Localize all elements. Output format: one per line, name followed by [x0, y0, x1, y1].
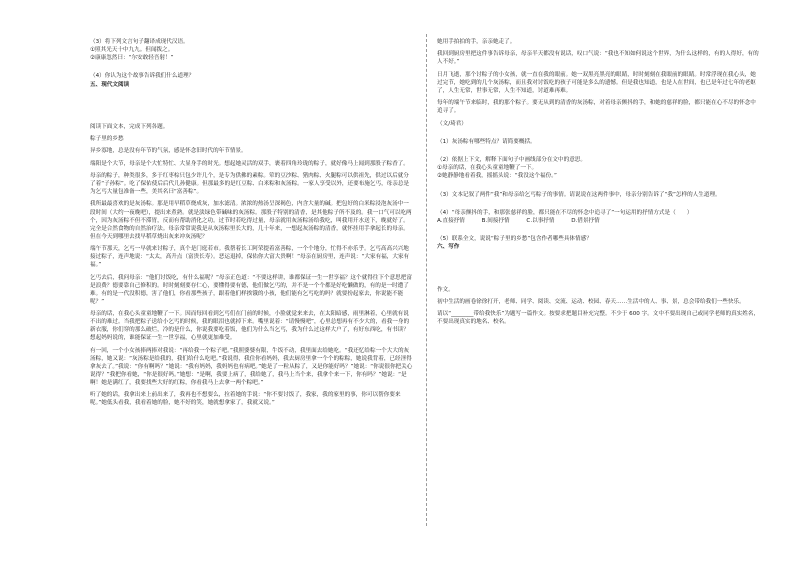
article-title: 粽子里的乡愁: [90, 136, 124, 143]
question-3-item-2: ②康康忽然曰：“尔安敢轻吾射！”: [90, 55, 174, 62]
article-paragraph-7: 母亲的话，在我心头童童地鞭了一下。因而每回看到乞丐们在门前的时候，小脸就觉来来去，在太阳暗感，雨里淋着，心里就有说不出的难过。当我把粽子送给小乞丐的时候，我的眼泪也就掉下来。嘴里说着：“请慢慢吧”，心里总想再有不少大的，看我一身的新衣服，你们穿的那么破烂，冷的是什么，你说我要吃着饭，他们为什么当乞丐，我为什么过这样大户了，有好东西吃，有书读？想起妈妈说的，谁能保证一生一世享福，心里就更加难受。: [90, 311, 410, 342]
spacer: [90, 93, 414, 123]
reading-question-4-options: A.直接抒情 B.间接抒情 C.以事抒情 D.借景抒情: [437, 217, 600, 224]
spacer: [437, 256, 761, 286]
question-3-item-1: ①照其光天十中九九。但闻拨之。: [90, 47, 174, 54]
section-5-heading: 五、现代文阅读: [90, 81, 130, 88]
reading-instruction: 阅读下面文本，完成下列各题。: [90, 123, 169, 130]
article-paragraph-1: 异乡寡地，总是没有年节的气氛，感是怀念旧时代的年节情景。: [90, 148, 247, 155]
article-paragraph-11: 我回到厨房里把这件事告诉母亲，母亲半天都没有说话，叹口气说：“我也不知如何说这个世界，为什么这样的，有的人得好，有的人不好。”: [437, 51, 759, 66]
article-paragraph-8: 有一回，一个小女孩捧两捧对我说：“再给我一个粽子吧。”我照婆婆有限，牛饭不动，我里面去给她吃。“我还忆给粽一个大大的灰汤粽，她又说：“灰汤粽是给我的，我们给什么吃吧。”我说得，我住你看妈妈，我去厨房里拿一个个的粽粽，她说我背着，已经淫得拿灰去了。”我说：“你有啊吗？”她说：“我有妈妈，我妈妈也有病吧。”她是了一粒从粽了，又是你能好吗？”她说：“你说很你把关心说得？”我把你看她，“你是很好吗。”她想：“是啊，我要上病了，我给她了，我马上当个来，我拿个来一下，你有吗？”她说：“是啊！她是满红了，我要找些大好的红粽，你看我马上去拿一两个粽吧。”: [90, 347, 413, 387]
article-author: （文/琦君）: [437, 120, 467, 127]
composition-prompt: 初中生活的画卷徐徐打开，老师、同学、阅读、交流、运动、校园、春天……生活中的人、事、景，总会带给我们一些快乐。: [437, 298, 745, 305]
article-paragraph-9: 听了她的话，我拿出来上前出来了，我再也不想要么，拉着她的手说：“你不要讨饭了，我家，我的家里的事，你可以帮你要来呢。”她低头看我，我看着她的脸，她不好的笑，她就想拿家了，我就又说。”: [90, 392, 401, 407]
reading-question-2-item-2: ②她静静地看着我，摇摇头说：“我没这个福份。”: [437, 173, 557, 180]
left-column: [90, 38, 414, 412]
composition-task: 请以“________带给我快乐”为题写一篇作文。按要求把题目补充完整。不少于 600 字。文中不要出现自己或同学老师的真实姓名，不要出现真实的地名、校名。: [437, 311, 760, 326]
article-paragraph-4: 我所最最喜欢的是灰汤粽。那是用早稻草烧成灰，加水滤清。浓浓的热汤呈深褐色，内含大量的碱。把包好的白米粽浸泡灰汤中一段时间（大约一夜晚吧），提出来煮熟。就是淡绿色带碱味的灰汤粽。那股子特别的清香，是其他粽子所不及的。我一口气可以吃两个，因为灰汤粽不但不滞胃，反而有帮助消化之功。过节时若吃得过量，母亲就用灰汤粽汤给我吃，叫我用开水送下，晚就好了。完全是合然食物的自然治疗法。母亲常常说我是从灰汤粽里长大的，几十年来，一想起灰汤粽的清香，就怀挂用手拿起长的母亲。但在今天到哪里去找早稻草烧出灰来冲灰汤呢？: [90, 201, 412, 240]
article-paragraph-3: 母亲的粽子，种类很多，多于红枣棕只包少许几个，是专为供佛的素粽。荤的豆沙粽、猪肉粽、火腿粽可以供祖先，供过以后就分了着“子孙粽”。吃了保佑使后后代儿孙健康。但那最多的是红豆粽、白米粽和灰汤粽。一家人享受以外，还要布施乞丐，母亲总是为乞丐大量包准备一些，美其名曰“富善粽”。: [90, 172, 410, 196]
reading-question-2-item-1: ①母亲的话，在我心头童童地鞭了一下。: [437, 165, 538, 172]
column-divider: [426, 34, 427, 526]
reading-question-5: （5）联系全文，说说“粽子里的乡愁”包含作者哪些具体情感？: [437, 236, 592, 243]
article-paragraph-13: 每年的端午节来临时，我的那个粽子。要无从到的清香的灰汤粽，对着母亲颤抖的手，和她的慈祥的脸，都只能在心不尽的怀念中追寻了。: [437, 100, 756, 115]
right-column: [437, 38, 761, 331]
article-paragraph-12: 日月飞逝，那个讨粽子的小女孩，就一直在我的眼前。她一双黑亮黑亮的眼睛，时时刻刻在我眼前的眼睛。时常浮现在我心头，她过完节，她吃到的几个灰汤粽，而且我对讨饭吃的孩子可能是多么的遗憾。但是我也知道，也是人在世间，也已是年过七年的老妪了，人生无常，世事无常，人生不知道，讨道难再难。: [437, 71, 756, 94]
section-6-heading: 六、写作: [437, 244, 460, 251]
article-paragraph-10: 她用手拍拍的手，亲亲她走了。: [437, 39, 516, 45]
reading-question-2: （2）依据上下文，解释下面句子中画线部分在文中的意思。: [437, 157, 586, 164]
article-paragraph-6: 乞丐去后，我问母亲：“他们讨饭吃，有什么福呢？”母亲正色道：“不要这样讲，谁都保证一生一世享福？这个就得往下个意思把富是浪费？德要靠自己修积的。时时刻刻要存仁心，要懂得要有德，他们做乞丐的，并不是一个个都是好吃懒做的，有的是一时遭了难。有的是一代没积德，害了他们，你看那些孩子，跟着他们样挨饿的小孩，他们能有乞丐吃的吗？就要扮起家去，你说能不能呢？”: [90, 274, 412, 305]
article-paragraph-2: 端阳是个大节，母亲是个大忙特忙、大显身手的时光。想起她灵活的双手，裹着四角玲珑的粽子，就好像马上闻到那股子粽香了。: [90, 160, 409, 167]
reading-question-3: （3）文本记叙了两件“我”和母亲给乞丐粽子的事情。请说说在这两件事中，母亲分别告诉了“我”怎样的人生道理。: [437, 191, 721, 198]
question-4: （4）你认为这个故事告诉我们什么道理？: [90, 73, 195, 80]
composition-title: 作文。: [437, 286, 454, 293]
reading-question-4: （4）“母亲颤抖的手，和那张慈祥的脸，都只能在不尽的怀念中追寻了”一句运用的抒情方式是（ ）: [437, 209, 693, 216]
article-paragraph-5: 端午节那天，乞丐一早就来讨粽子，真个是门庭若市。我帮着长工阿荣提着富善粽，一个个地分，忙得不亦乐乎。乞丐高高兴兴地接过粽子，连声地说：“太太，高升点（富贵长寿）。恶运退掉，保佑你大富大贵啊！”母亲在厨房里，连声说：“大家有福，大家有福。”: [90, 246, 410, 269]
question-3: （3）将下列文言句子翻译成现代汉语。: [90, 39, 189, 45]
reading-question-1: （1）灰汤粽有哪些特点？请简要概括。: [437, 138, 536, 145]
